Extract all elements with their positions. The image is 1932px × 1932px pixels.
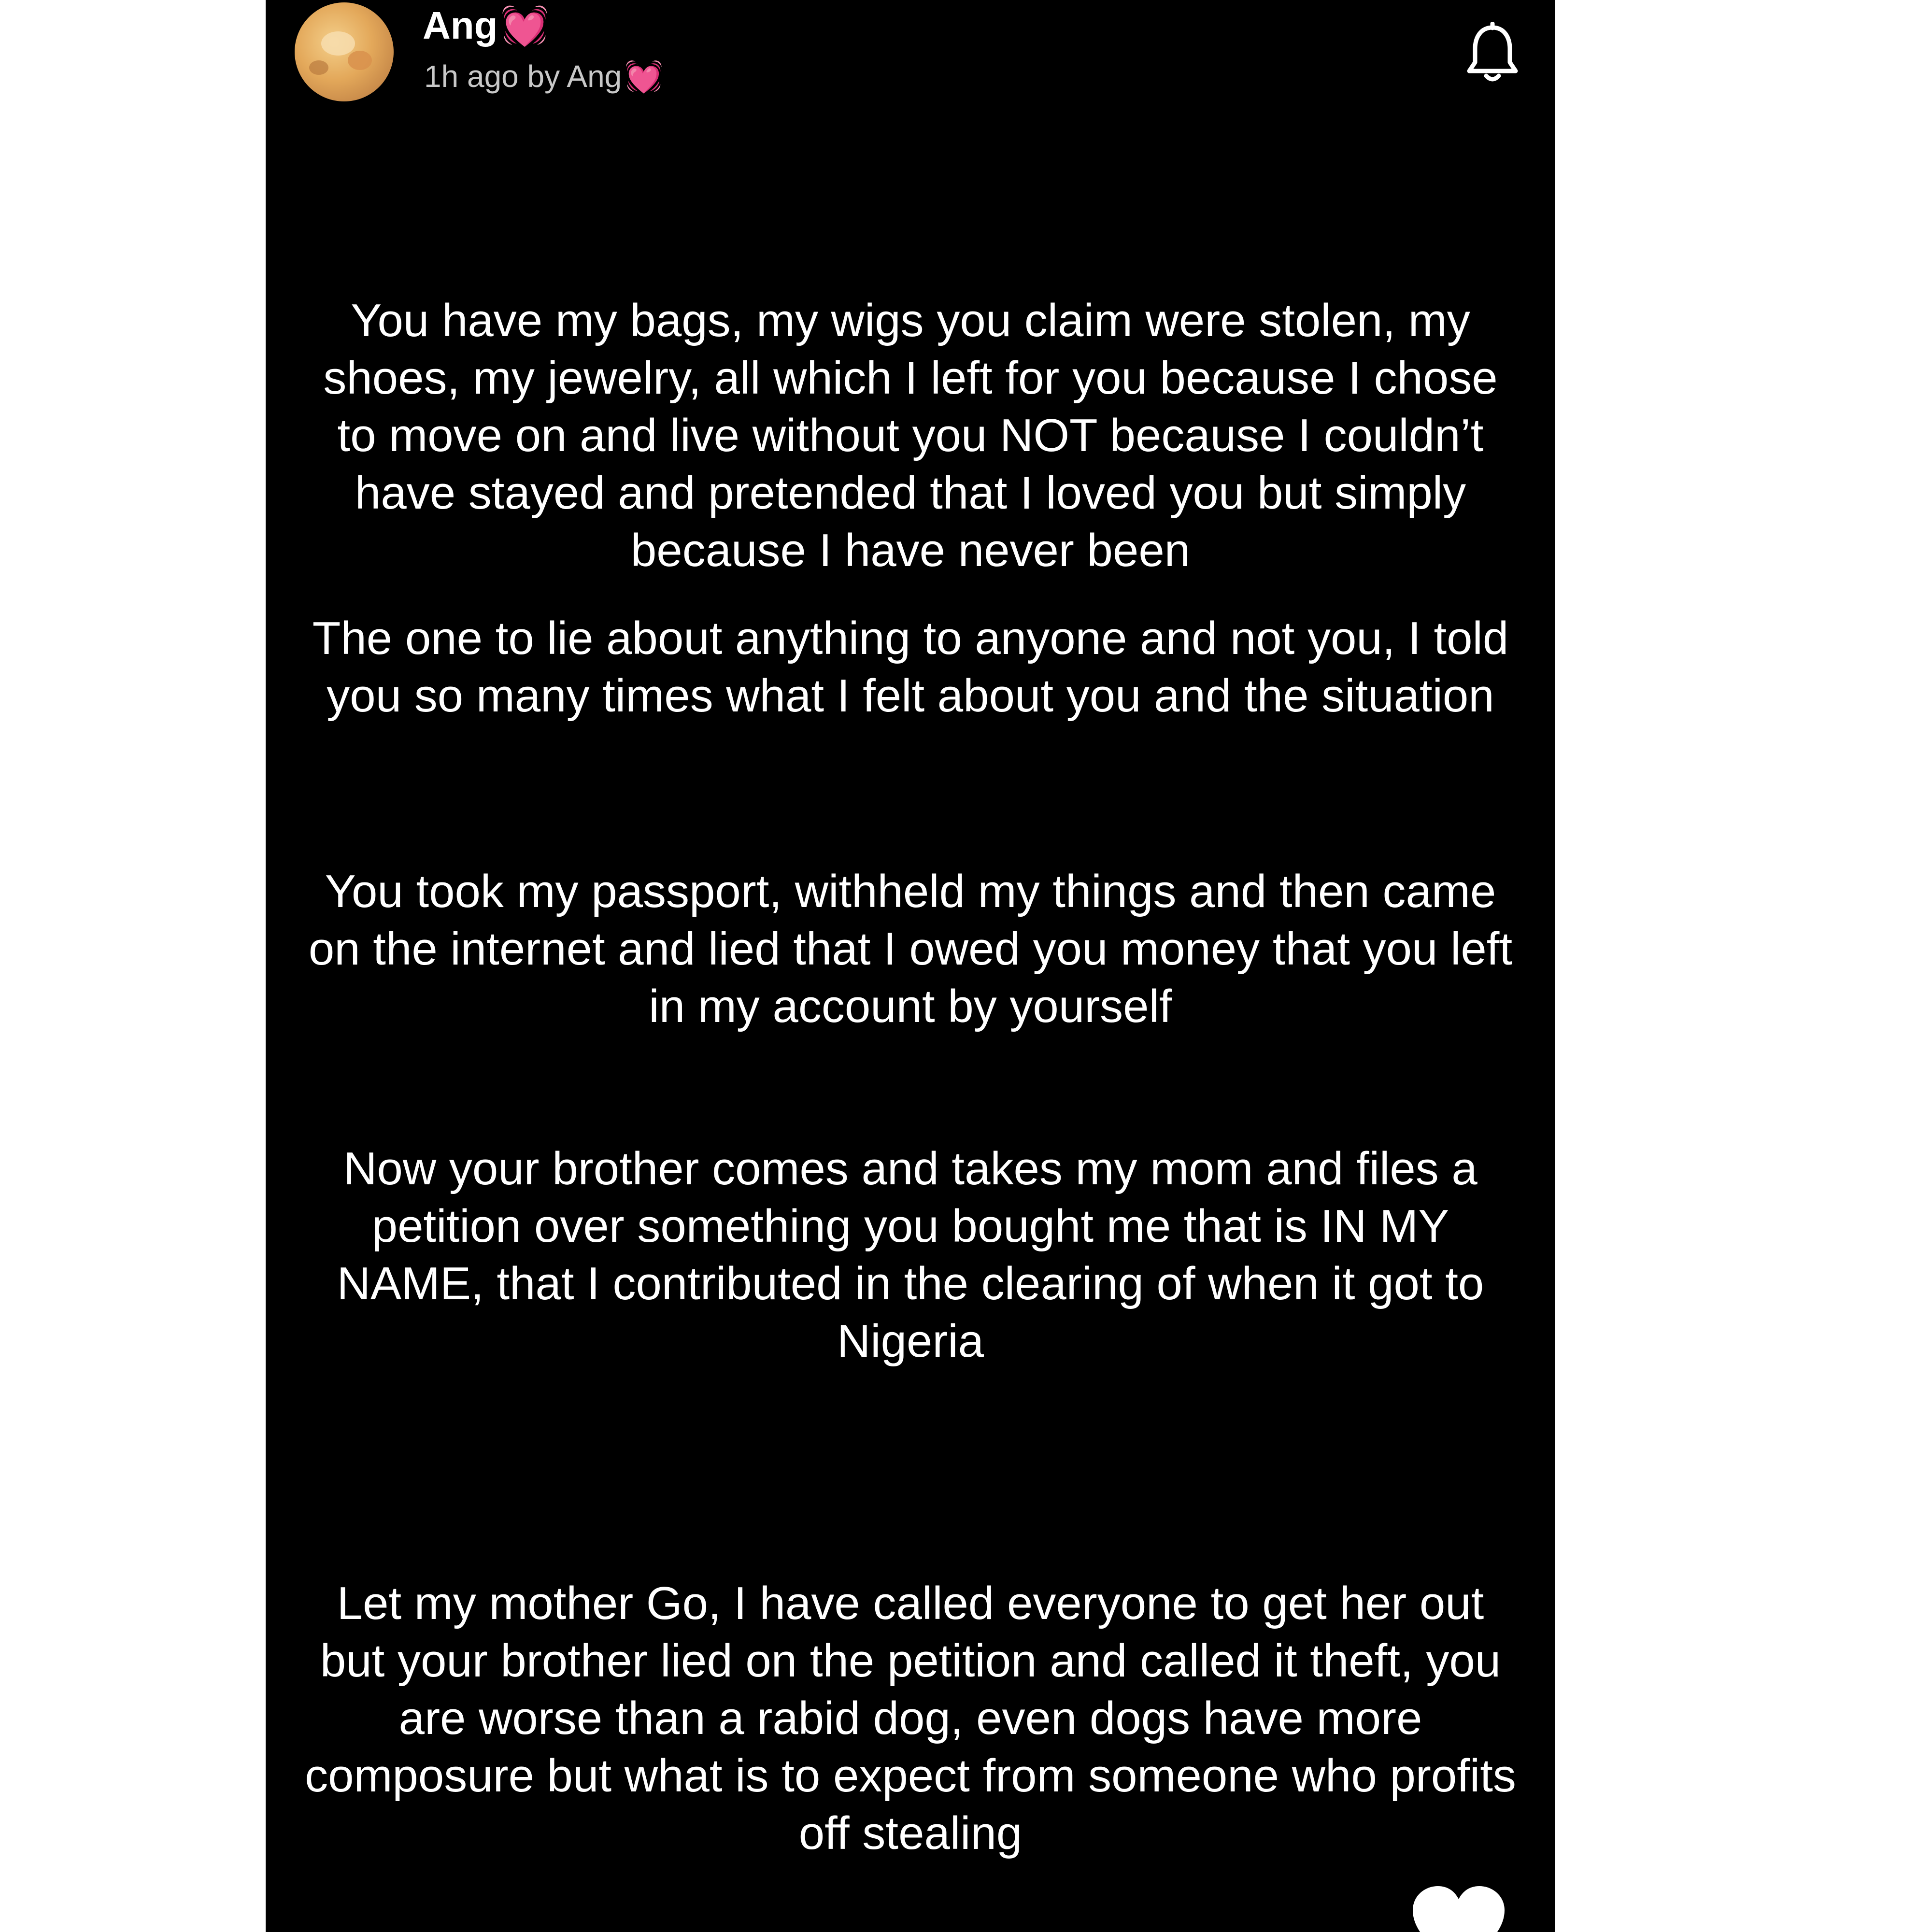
avatar-photo-detail bbox=[309, 60, 328, 75]
story-paragraph: You took my passport, withheld my things and then came on the internet and lied that I owed you money that you left in my account by yourself bbox=[308, 866, 1513, 1032]
avatar[interactable] bbox=[295, 2, 394, 101]
bell-icon[interactable] bbox=[1463, 22, 1521, 85]
heart-icon[interactable] bbox=[1410, 1884, 1507, 1932]
story-paragraph: Now your brother comes and takes my mom and files a petition over something you bought me that is IN MY NAME, that I contributed in the clearing of when it got to Nigeria bbox=[337, 1143, 1484, 1367]
story-paragraph: Let my mother Go, I have called everyone to get her out but your brother lied on the petition and called it theft, you are worse than a rabid dog, even dogs have more composure but what is to expect from someone who profits off stealing bbox=[305, 1577, 1516, 1859]
avatar-photo-detail bbox=[321, 31, 355, 56]
subtitle-text: 1h ago by Ang bbox=[424, 59, 622, 94]
beating-heart-emoji: 💓 bbox=[625, 59, 663, 94]
story-username[interactable] bbox=[423, 2, 549, 48]
story-paragraph: The one to lie about anything to anyone and not you, I told you so many times what I felt about you and the situation bbox=[312, 612, 1509, 722]
story-paragraph: You have my bags, my wigs you claim were stolen, my shoes, my jewelry, all which I left for you because I chose to move on and live without you NOT because I couldn’t have stayed and pretended that I loved you but simply because I have never been bbox=[323, 295, 1498, 576]
sparkling-heart-emoji: 💓 bbox=[500, 3, 549, 47]
avatar-photo-detail bbox=[348, 51, 372, 70]
story-viewer[interactable] bbox=[266, 0, 1555, 1932]
username-text: Ang bbox=[423, 3, 498, 47]
story-subtitle bbox=[424, 57, 663, 96]
